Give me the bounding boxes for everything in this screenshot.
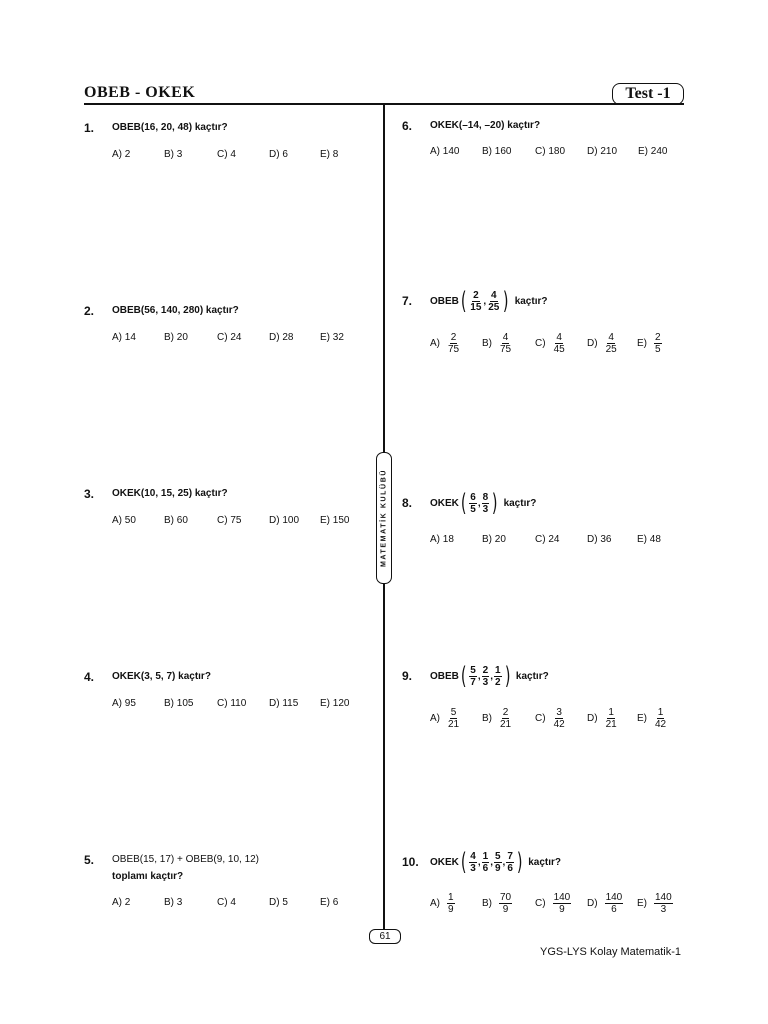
question-text: OBEB ( $\frac{5}{7}$ , $\frac{2}{3}$ , $\frac{1}{2}$ ) kaçtır? (430, 662, 549, 690)
denominator: 15 (470, 301, 482, 313)
fraction (605, 332, 618, 355)
numerator: 1 (482, 850, 489, 862)
right-paren: ) (492, 489, 498, 517)
denominator: 7 (470, 676, 476, 688)
denominator: 6 (507, 862, 513, 874)
choice-e[interactable]: E) 48 (637, 534, 661, 545)
fraction (469, 290, 482, 313)
denominator: 42 (553, 719, 565, 730)
fraction (553, 332, 566, 355)
fraction (654, 892, 673, 915)
right-paren: ) (503, 287, 509, 315)
choice-b[interactable]: B) 3 (164, 149, 183, 160)
page-title: OBEB - OKEK (84, 84, 196, 101)
numerator: 5 (450, 707, 457, 718)
fraction (482, 492, 490, 515)
numerator: 140 (553, 892, 571, 903)
choice-label: B) (482, 898, 492, 909)
choice-b[interactable]: B) 20 (482, 534, 506, 545)
question-text: OBEB(16, 20, 48) kaçtır? (112, 122, 228, 133)
question-text: OKEK ( $\frac{6}{5}$ , $\frac{8}{3}$ ) kaçtır? (430, 489, 537, 517)
question-text: OBEB(56, 140, 280) kaçtır? (112, 305, 239, 316)
denominator: 3 (470, 862, 476, 874)
numerator: 4 (490, 289, 497, 301)
choice-a[interactable]: A) 50 (112, 515, 136, 526)
footer-text: YGS-LYS Kolay Matematik-1 (540, 946, 682, 958)
denominator: 42 (655, 719, 667, 730)
choice-d[interactable]: D) 210 (587, 146, 618, 157)
numerator: 2 (450, 332, 457, 343)
denominator: 9 (494, 862, 501, 874)
choice-c[interactable]: C) 4 (217, 149, 236, 160)
left-paren: ( (460, 489, 467, 517)
question-prefix: OBEB (430, 295, 459, 307)
fraction (506, 851, 514, 874)
numerator: 70 (500, 892, 512, 903)
fraction (499, 707, 512, 730)
question-number: 4. (84, 670, 95, 684)
question-number: 1. (84, 121, 95, 135)
fraction (654, 332, 662, 355)
question-text-line2: toplamı kaçtır? (112, 871, 184, 882)
numerator: 1 (657, 707, 664, 718)
choice-label: D) (587, 713, 598, 724)
choice-d[interactable] (587, 892, 624, 915)
question-number: 6. (402, 119, 413, 133)
denominator: 25 (488, 301, 500, 313)
choice-e[interactable] (637, 332, 663, 355)
question-number: 9. (402, 669, 413, 683)
choice-d[interactable]: D) 100 (269, 515, 300, 526)
numerator: 140 (655, 892, 672, 903)
choice-a[interactable]: A) 14 (112, 332, 136, 343)
choice-label: E) (637, 898, 647, 909)
question-text: OKEK ( $\frac{4}{3}$ , $\frac{1}{6}$ , $\frac{5}{9}$ , $\frac{7}{6}$ ) kaçtır? (430, 848, 562, 876)
fraction (494, 851, 502, 874)
numerator: 4 (556, 332, 562, 343)
choice-c[interactable]: C) 180 (535, 146, 566, 157)
question-text: OKEK(3, 5, 7) kaçtır? (112, 671, 211, 682)
choice-e[interactable]: E) 32 (320, 332, 344, 343)
left-paren: ( (460, 287, 467, 315)
question-number: 5. (84, 853, 95, 867)
choice-a[interactable] (430, 332, 461, 355)
question-text: OKEK(10, 15, 25) kaçtır? (112, 488, 228, 499)
numerator: 2 (655, 332, 661, 343)
fraction (447, 892, 455, 915)
fraction (654, 707, 667, 730)
fraction (482, 851, 490, 874)
denominator: 3 (660, 904, 667, 915)
choice-b[interactable]: B) 60 (164, 515, 188, 526)
choice-c[interactable] (535, 332, 567, 355)
right-paren: ) (516, 848, 523, 876)
side-label-text: MATEMATİK KULÜBÜ (380, 468, 388, 568)
numerator: 8 (482, 491, 489, 503)
choice-c[interactable] (535, 892, 572, 915)
numerator: 4 (470, 850, 476, 862)
denominator: 3 (482, 503, 489, 515)
denominator: 21 (500, 719, 512, 730)
denominator: 9 (448, 904, 454, 915)
numerator: 6 (470, 491, 476, 503)
choice-e[interactable]: E) 240 (638, 146, 668, 157)
question-number: 3. (84, 487, 95, 501)
choice-b[interactable] (482, 707, 513, 730)
choice-label: A) (430, 898, 440, 909)
choice-b[interactable] (482, 332, 513, 355)
denominator: 5 (470, 503, 476, 515)
numerator: 1 (448, 892, 454, 903)
choice-c[interactable]: C) 75 (217, 515, 242, 526)
denominator: 75 (448, 344, 460, 355)
question-number: 8. (402, 496, 413, 510)
choice-b[interactable]: B) 20 (164, 332, 188, 343)
question-text: OBEB(15, 17) + OBEB(9, 10, 12) (112, 854, 260, 865)
numerator: 3 (556, 707, 562, 718)
choice-label: A) (430, 338, 440, 349)
denominator: 9 (502, 904, 509, 915)
choice-e[interactable]: E) 8 (320, 149, 339, 160)
numerator: 2 (502, 707, 509, 718)
side-label (376, 452, 392, 584)
denominator: 5 (655, 344, 661, 355)
choice-a[interactable]: A) 95 (112, 698, 136, 709)
choice-label: C) (535, 713, 546, 724)
choice-c[interactable]: C) 4 (217, 897, 236, 908)
choice-label: B) (482, 338, 492, 349)
choice-b[interactable]: B) 105 (164, 698, 194, 709)
fraction (605, 892, 624, 915)
denominator: 9 (559, 904, 565, 915)
choice-a[interactable]: A) 2 (112, 897, 131, 908)
fraction (553, 707, 566, 730)
denominator: 21 (605, 719, 617, 730)
choice-c[interactable]: C) 24 (217, 332, 242, 343)
left-paren: ( (460, 848, 467, 876)
choice-a[interactable]: A) 2 (112, 149, 131, 160)
numerator: 1 (494, 664, 501, 676)
fraction (447, 707, 460, 730)
question-prefix: OKEK (430, 856, 459, 868)
fraction (487, 290, 500, 313)
question-suffix: kaçtır? (528, 856, 562, 868)
choice-label: C) (535, 898, 546, 909)
choice-d[interactable] (587, 707, 619, 730)
choice-d[interactable]: D) 6 (269, 149, 288, 160)
question-prefix: OBEB (430, 670, 459, 682)
denominator: 6 (611, 904, 617, 915)
question-number: 7. (402, 294, 413, 308)
question-suffix: kaçtır? (515, 670, 549, 682)
choice-d[interactable]: D) 28 (269, 332, 294, 343)
choice-label: E) (637, 338, 647, 349)
fraction (553, 892, 572, 915)
numerator: 1 (608, 707, 614, 718)
choice-e[interactable]: E) 120 (320, 698, 350, 709)
fraction (605, 707, 618, 730)
numerator: 5 (470, 664, 476, 676)
denominator: 3 (482, 676, 489, 688)
choice-e[interactable]: E) 150 (320, 515, 350, 526)
numerator: 4 (608, 332, 614, 343)
question-text: OBEB ( $\frac{2}{15}$ , $\frac{4}{25}$ ) kaçtır? (430, 287, 548, 315)
page-number: 61 (369, 929, 401, 944)
choice-a[interactable] (430, 892, 456, 915)
choice-label: B) (482, 713, 492, 724)
choice-a[interactable] (430, 707, 461, 730)
fraction (494, 665, 502, 688)
denominator: 75 (500, 344, 512, 355)
choice-c[interactable] (535, 707, 567, 730)
denominator: 45 (553, 344, 565, 355)
choice-label: A) (430, 713, 440, 724)
choice-b[interactable]: B) 3 (164, 897, 183, 908)
choice-d[interactable]: D) 115 (269, 698, 299, 709)
choice-a[interactable]: A) 18 (430, 534, 454, 545)
fraction (469, 851, 477, 874)
choice-b[interactable] (482, 892, 513, 915)
right-paren: ) (504, 662, 511, 690)
test-badge: Test -1 (612, 83, 684, 105)
question-prefix: OKEK (430, 497, 459, 509)
choice-b[interactable]: B) 160 (482, 146, 512, 157)
fraction (482, 665, 490, 688)
denominator: 2 (494, 676, 501, 688)
question-suffix: kaçtır? (514, 295, 548, 307)
denominator: 25 (605, 344, 617, 355)
numerator: 7 (507, 850, 513, 862)
choice-e[interactable]: E) 6 (320, 897, 339, 908)
fraction (447, 332, 460, 355)
numerator: 2 (473, 289, 479, 301)
choice-label: C) (535, 338, 546, 349)
fraction (469, 665, 477, 688)
denominator: 6 (482, 862, 489, 874)
choice-d[interactable]: D) 5 (269, 897, 288, 908)
numerator: 5 (494, 850, 501, 862)
left-paren: ( (460, 662, 467, 690)
choice-label: D) (587, 338, 598, 349)
question-number: 10. (402, 855, 419, 869)
fraction (499, 892, 512, 915)
denominator: 21 (448, 719, 460, 730)
numerator: 140 (605, 892, 623, 903)
choice-c[interactable]: C) 110 (217, 698, 247, 709)
question-number: 2. (84, 304, 95, 318)
numerator: 4 (502, 332, 509, 343)
choice-d[interactable] (587, 332, 619, 355)
choice-c[interactable]: C) 24 (535, 534, 560, 545)
numerator: 2 (482, 664, 489, 676)
question-suffix: kaçtır? (503, 497, 537, 509)
fraction (469, 492, 477, 515)
choice-label: E) (637, 713, 647, 724)
choice-e[interactable] (637, 707, 668, 730)
fraction (499, 332, 512, 355)
choice-e[interactable] (637, 892, 674, 915)
choice-d[interactable]: D) 36 (587, 534, 612, 545)
choice-a[interactable]: A) 140 (430, 146, 460, 157)
question-text: OKEK(–14, –20) kaçtır? (430, 120, 541, 131)
choice-label: D) (587, 898, 598, 909)
